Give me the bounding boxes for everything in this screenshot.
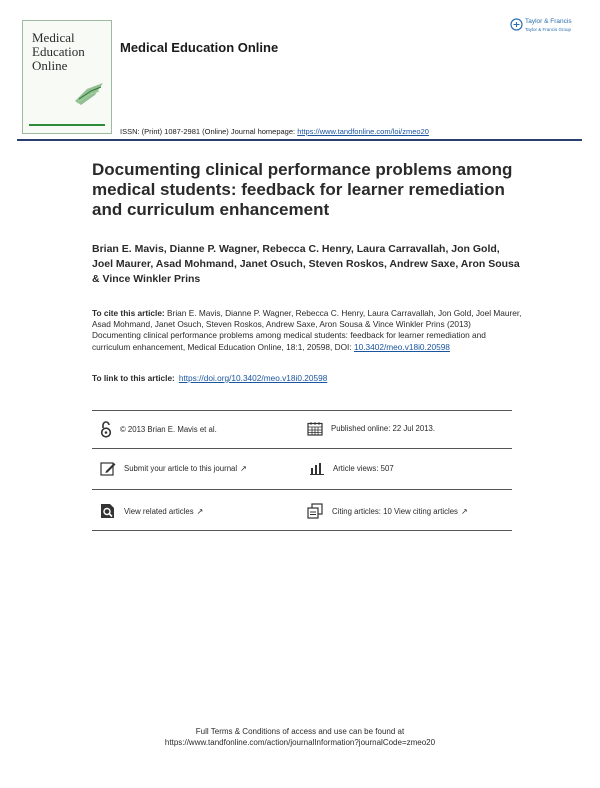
submit-row[interactable] (100, 461, 247, 476)
views-row (309, 462, 394, 475)
calendar-icon (307, 421, 323, 436)
edit-icon (100, 461, 116, 476)
publisher-logo-subtext: Taylor & Francis Group (525, 27, 572, 32)
divider (92, 410, 512, 411)
journal-cover (22, 20, 112, 134)
external-link-icon: ↗ (196, 506, 204, 516)
issn-line (120, 127, 429, 136)
cover-title-line: Medical (32, 30, 75, 45)
article-title: Documenting clinical performance problems among medical students: feedback for learner remediation and curriculum enhancement (92, 160, 513, 219)
citation (92, 308, 522, 353)
journal-name: Medical Education Online (120, 40, 279, 55)
footer-terms: Full Terms & Conditions of access and use can be found at (195, 727, 405, 736)
divider (92, 530, 512, 531)
publisher-logo-text: Taylor & Francis (525, 18, 572, 25)
divider (92, 489, 512, 490)
citing-articles-link[interactable]: Citing articles: 10 View citing articles (332, 506, 458, 516)
article-link-url[interactable]: https://doi.org/10.3402/meo.v18i0.20598 (178, 373, 328, 383)
cover-bar (29, 124, 105, 126)
publisher-logo-icon (510, 18, 523, 31)
journal-homepage-link[interactable]: https://www.tandfonline.com/loi/zmeo20 (297, 127, 429, 136)
cover-title-line: Education (32, 44, 85, 59)
citation-label: To cite this article: (92, 308, 165, 318)
article-link-label: To link to this article: (92, 373, 175, 383)
published-row (307, 421, 435, 436)
publisher-logo[interactable] (510, 16, 582, 38)
citing-row[interactable] (307, 503, 468, 519)
submit-article-link[interactable]: Submit your article to this journal (124, 464, 238, 473)
cover-artwork (73, 79, 107, 109)
footer (0, 726, 600, 748)
external-link-icon: ↗ (460, 506, 468, 516)
published-date: Published online: 22 Jul 2013. (331, 424, 436, 433)
related-articles-link[interactable]: View related articles (124, 506, 194, 516)
citation-text: Brian E. Mavis, Dianne P. Wagner, Rebecca C. Henry, Laura Carravallah, Jon Gold, Joel Maurer, Asad Mohmand, Janet Osuch, Steven Roskos, Andrew Saxe, Aron Sousa & Vince Winkler Prins (2013) Documenting clinical performance problems among medical students: feedback for learner remediation and curriculum enhancement, Medical Education Online, 18:1, 20598, DOI: (92, 308, 522, 352)
bar-chart-icon (309, 462, 325, 475)
related-row[interactable] (100, 503, 203, 519)
citation-doi-link[interactable]: 10.3402/meo.v18i0.20598 (353, 341, 450, 352)
article-authors: Brian E. Mavis, Dianne P. Wagner, Rebecca C. Henry, Laura Carravallah, Jon Gold, Joel Maurer, Asad Mohmand, Janet Osuch, Steven Roskos, Andrew Saxe, Aron Sousa & Vince Winkler Prins (92, 243, 520, 285)
article-views: Article views: 507 (333, 464, 394, 473)
cover-title (32, 31, 110, 73)
copyright-text: © 2013 Brian E. Mavis et al. (120, 424, 217, 434)
article-link-line (92, 373, 327, 383)
issn-text: ISSN: (Print) 1087-2981 (Online) Journal homepage: (120, 127, 298, 136)
cover-title-line: Online (32, 58, 68, 73)
citing-articles-icon (307, 503, 324, 519)
external-link-icon: ↗ (240, 464, 247, 473)
header-divider (17, 139, 582, 141)
open-access-icon (100, 420, 112, 438)
footer-terms-url[interactable]: https://www.tandfonline.com/action/journalInformation?journalCode=zmeo20 (164, 738, 436, 747)
search-document-icon (100, 503, 116, 519)
divider (92, 448, 512, 449)
copyright-row (100, 420, 217, 438)
